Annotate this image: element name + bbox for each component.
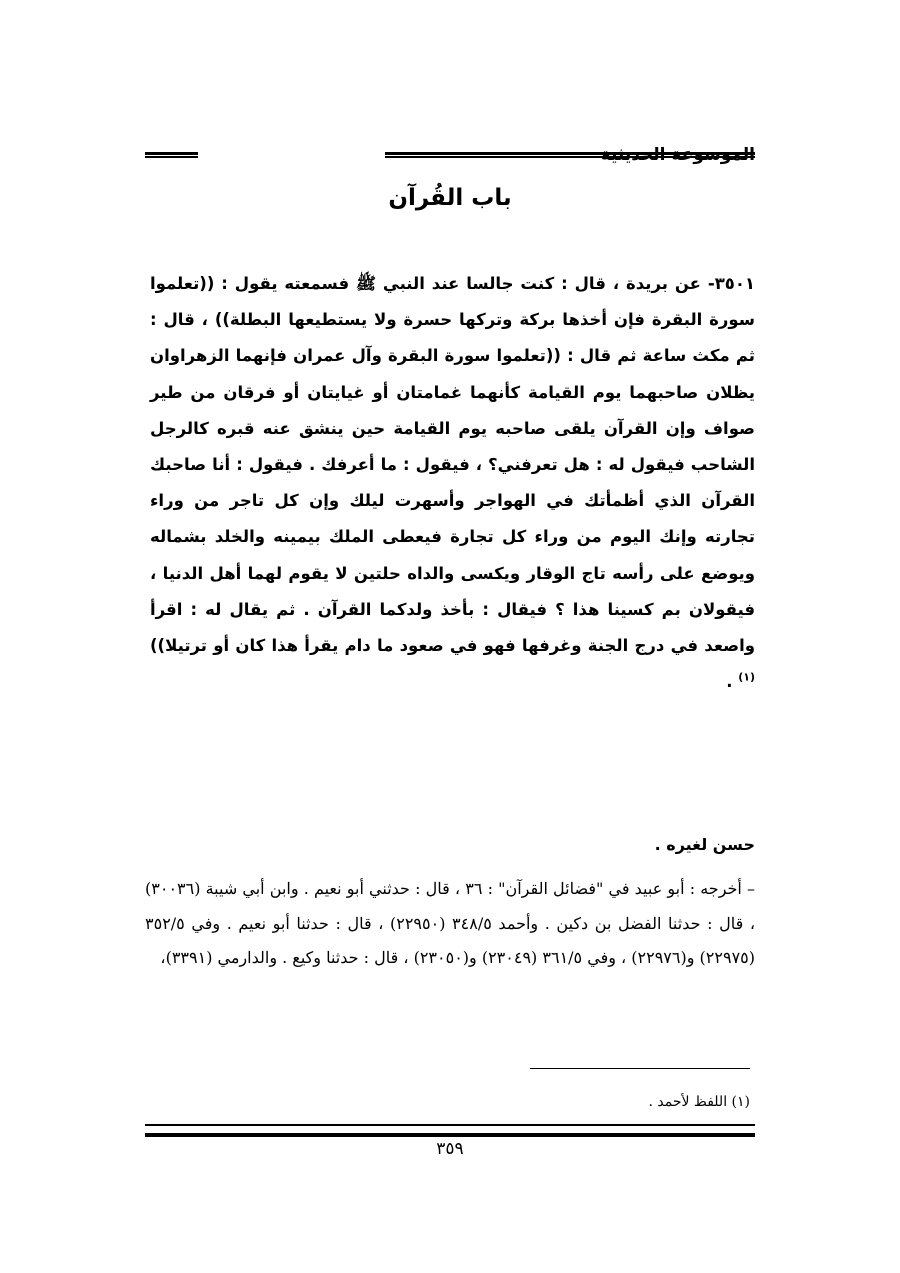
book-title: الموسوعة الحديثية [600,145,755,165]
hadith-body: ٣٥٠١- عن بريدة ، قال : كنت جالسا عند النبي ﷺ فسمعته يقول : ((تعلموا سورة البقرة فإن أخذها بركة وتركها حسرة ولا يستطيعها البطلة)) ، قال : ثم مكث ساعة ثم قال : ((تعلموا سورة البقرة وآل عمران فإنهما الزهراوان يظلان صاحبهما يوم القيامة كأنهما غمامتان أو غيايتان أو فرقان من طير صواف وإن القرآن يلقى صاحبه يوم القيامة حين ينشق عنه قبره كالرجل الشاحب فيقول له : هل تعرفني؟ ، فيقول : ما أعرفك . فيقول : أنا صاحبك القرآن الذي أظمأتك في الهواجر وأسهرت ليلك وإن كل تاجر من وراء تجارته وإنك اليوم من وراء كل تجارة فيعطى الملك بيمينه والخلد بشماله ويوضع على رأسه تاج الوقار ويكسى والداه حلتين لا يقوم لهما أهل الدنيا ، فيقولان بم كسينا هذا ؟ فيقال : بأخذ ولدكما القرآن . ثم يقال له : اقرأ واصعد في درج الجنة وغرفها فهو في صعود ما دام يقرأ هذا كان أو ترتيلا)) [150,274,755,656]
running-header [145,140,755,170]
chapter-title: باب القُرآن [388,185,512,211]
hadith-text [150,266,755,700]
header-rule-long [385,152,755,158]
takhrij-text: – أخرجه : أبو عبيد في "فضائل القرآن" : ٣٦ ، قال : حدثني أبو نعيم . وابن أبي شيبة (٣٠٠٣٦) ، قال : حدثنا الفضل بن دكين . وأحمد ٣٤٨/٥ (٢٢٩٥٠) ، قال : حدثنا أبو نعيم . وفي ٣٥٢/٥ (٢٢٩٧٥) و(٢٢٩٧٦) ، وفي ٣٦١/٥ (٢٣٠٤٩) و(٢٣٠٥٠) ، قال : حدثنا وكيع . والدارمي (٣٣٩١)، [145,879,756,967]
page-number: ٣٥٩ [436,1139,464,1159]
hadith-grade: حسن لغيره . [654,835,755,854]
hadith-end: . [726,672,739,692]
footnote-separator [530,1068,750,1069]
footnote-reference: (١) [738,670,755,684]
footnote: (١) اللفظ لأحمد . [648,1094,750,1110]
header-rule-short [145,152,198,158]
